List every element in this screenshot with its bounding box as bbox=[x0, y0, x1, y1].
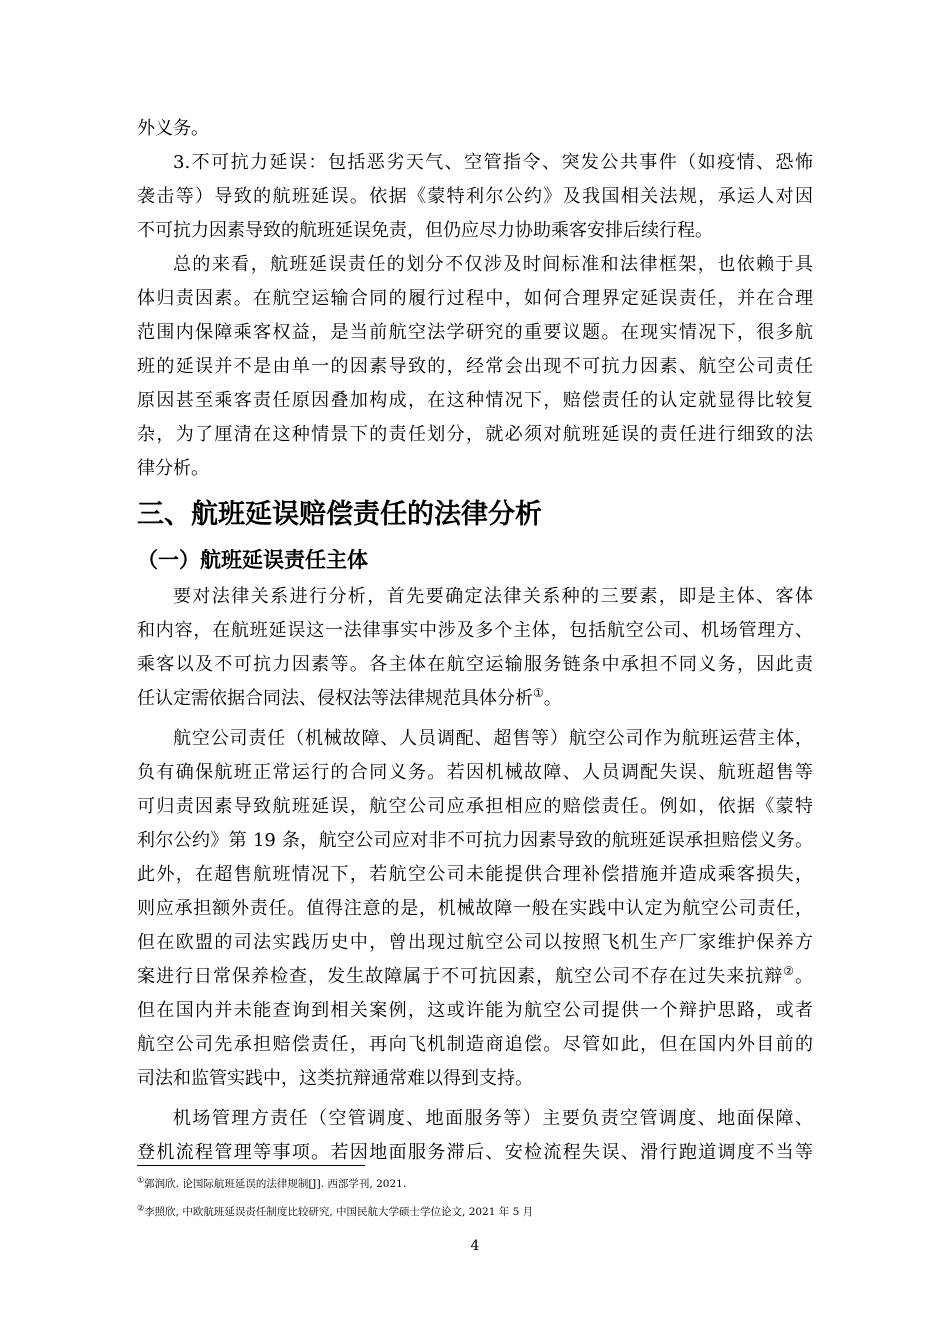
footnote-text: 李照欣, 中欧航班延误责任制度比较研究, 中国民航大学硕士学位论文, 2021 年 5 月 bbox=[144, 1206, 534, 1218]
text-line: 但在国内并未能查询到相关案例，这或许能为航空公司提供一个辩护思路，或者 bbox=[137, 1000, 813, 1021]
text-line: 要对法律关系进行分析，首先要确定法律关系种的三要素，即是主体、客体 bbox=[173, 586, 813, 607]
text-line: 航空公司责任（机械故障、人员调配、超售等）航空公司作为航班运营主体， bbox=[173, 728, 813, 749]
text-line: 司法和监管实践中，这类抗辩通常难以得到支持。 bbox=[137, 1068, 533, 1089]
text-line: 原因甚至乘客责任原因叠加构成，在这种情况下，赔偿责任的认定就显得比较复 bbox=[137, 390, 813, 411]
text-line: 外义务。 bbox=[137, 118, 209, 139]
text-line: 不可抗力因素导致的航班延误免责，但仍应尽力协助乘客安排后续行程。 bbox=[137, 220, 713, 241]
text-run: 案进行日常保养检查，发生故障属于不可抗因素，航空公司不存在过失来抗辩 bbox=[137, 966, 784, 987]
text-line: 总的来看，航班延误责任的划分不仅涉及时间标准和法律框架，也依赖于具 bbox=[173, 254, 813, 275]
footnotes bbox=[137, 1165, 813, 1232]
footnote-mark: ② bbox=[137, 1203, 145, 1213]
footnote-ref[interactable]: ② bbox=[783, 964, 795, 978]
text-line: 袭击等）导致的航班延误。依据《蒙特利尔公约》及我国相关法规，承运人对因 bbox=[137, 186, 813, 207]
text-line: 则应承担额外责任。值得注意的是，机械故障一般在实践中认定为航空公司责任， bbox=[137, 898, 813, 919]
text-line bbox=[137, 682, 813, 716]
footnote-text: 郭润欣. 论国际航班延误的法律规制[J]. 西部学刊, 2021. bbox=[144, 1178, 407, 1190]
subsection-heading: （一）航班延误责任主体 bbox=[137, 548, 368, 572]
text-line: 此外，在超售航班情况下，若航空公司未能提供合理补偿措施并造成乘客损失， bbox=[137, 864, 813, 885]
text-line: 律分析。 bbox=[137, 458, 209, 479]
text-line: 负有确保航班正常运行的合同义务。若因机械故障、人员调配失误、航班超售等 bbox=[137, 762, 813, 783]
footnote-ref[interactable]: ① bbox=[533, 686, 544, 700]
text-line: 杂，为了厘清在这种情景下的责任划分，就必须对航班延误的责任进行细致的法 bbox=[137, 424, 813, 445]
text-line: 班的延误并不是由单一的因素导致的，经常会出现不可抗力因素、航空公司责任 bbox=[137, 356, 813, 377]
text-line: 乘客以及不可抗力因素等。各主体在航空运输服务链条中承担不同义务，因此责 bbox=[137, 654, 813, 675]
text-line: 利尔公约》第 19 条，航空公司应对非不可抗力因素导致的航班延误承担赔偿义务。 bbox=[137, 830, 813, 851]
text-run: 任认定需依据合同法、侵权法等法律规范具体分析 bbox=[137, 688, 533, 709]
text-line bbox=[137, 960, 813, 994]
text-line: 体归责因素。在航空运输合同的履行过程中，如何合理界定延误责任，并在合理 bbox=[137, 288, 813, 309]
page-number: 4 bbox=[470, 1238, 480, 1254]
text-line: 但在欧盟的司法实践历史中，曾出现过航空公司以按照飞机生产厂家维护保养方 bbox=[137, 932, 813, 953]
text-run: 。 bbox=[543, 688, 562, 709]
section-heading: 三、航班延误赔偿责任的法律分析 bbox=[137, 499, 542, 530]
footnote-separator bbox=[137, 1165, 365, 1166]
text-line: 可归责因素导致航班延误，航空公司应承担相应的赔偿责任。例如，依据《蒙特 bbox=[137, 796, 813, 817]
text-line: 航空公司先承担赔偿责任，再向飞机制造商追偿。尽管如此，但在国内外目前的 bbox=[137, 1034, 813, 1055]
text-line: 和内容，在航班延误这一法律事实中涉及多个主体，包括航空公司、机场管理方、 bbox=[137, 620, 813, 641]
footnote bbox=[137, 1204, 813, 1220]
text-line: 登机流程管理等事项。若因地面服务滞后、安检流程失误、滑行跑道调度不当等 bbox=[137, 1142, 813, 1163]
text-line: 机场管理方责任（空管调度、地面服务等）主要负责空管调度、地面保障、 bbox=[173, 1108, 813, 1129]
text-line: 3.不可抗力延误：包括恶劣天气、空管指令、突发公共事件（如疫情、恐怖 bbox=[173, 152, 813, 173]
footnote bbox=[137, 1176, 813, 1192]
text-run: 。 bbox=[795, 966, 813, 987]
footnote-mark: ① bbox=[137, 1175, 145, 1185]
text-line: 范围内保障乘客权益，是当前航空法学研究的重要议题。在现实情况下，很多航 bbox=[137, 322, 813, 343]
body-text bbox=[137, 112, 813, 1170]
